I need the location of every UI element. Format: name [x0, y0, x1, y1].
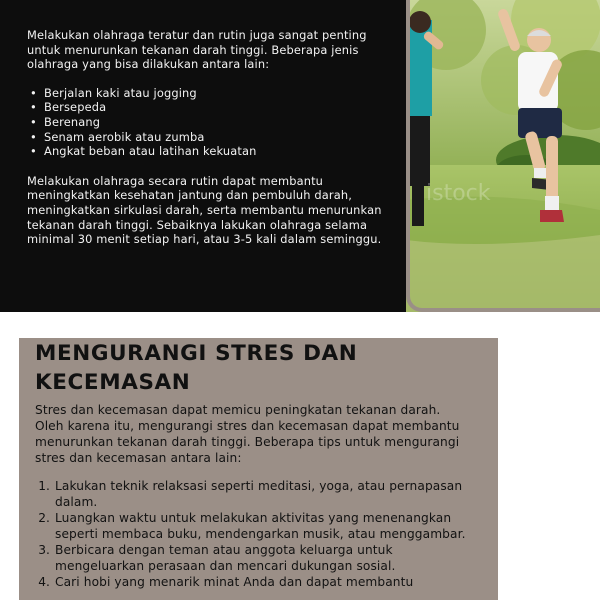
stress-tip: 3. Berbicara dengan teman atau anggota keluarga untuk mengeluarkan perasaan dan mencari dukungan sosial.: [54, 542, 474, 574]
exercise-item: • Berenang: [44, 115, 386, 130]
exercise-panel: [0, 0, 406, 312]
stress-tip: 1. Lakukan teknik relaksasi seperti meditasi, yoga, atau pernapasan dalam.: [54, 478, 474, 510]
stress-tip: 2. Luangkan waktu untuk melakukan aktivitas yang menenangkan seperti membaca buku, mendengarkan musik, atau menggambar.: [54, 510, 474, 542]
photo-illustration: [406, 0, 600, 312]
exercise-item: • Angkat beban atau latihan kekuatan: [44, 144, 386, 159]
elderly-exercise-photo: [406, 0, 600, 312]
exercise-item: • Berjalan kaki atau jogging: [44, 86, 386, 101]
exercise-item: • Bersepeda: [44, 100, 386, 115]
exercise-item: • Senam aerobik atau zumba: [44, 130, 386, 145]
svg-text:istock: istock: [426, 181, 491, 206]
exercise-list: [27, 86, 386, 159]
exercise-intro: Melakukan olahraga teratur dan rutin juga sangat penting untuk menurunkan tekanan darah tinggi. Beberapa jenis olahraga yang bisa dilakukan antara lain:: [27, 28, 367, 72]
stress-heading: MENGURANGI STRES DAN KECEMASAN: [35, 341, 358, 395]
stress-body: Stres dan kecemasan dapat memicu peningkatan tekanan darah. Oleh karena itu, mengurangi stres dan kecemasan dapat membantu menurunkan tekanan darah tinggi. Beberapa tips untuk mengurangi stres dan kecemasan antara lain:: [35, 403, 460, 465]
stress-tips-list: [35, 478, 474, 590]
stress-panel: [19, 338, 498, 600]
stress-tip: 4. Cari hobi yang menarik minat Anda dan dapat membantu: [54, 574, 474, 590]
exercise-conclusion: Melakukan olahraga secara rutin dapat membantu meningkatkan kesehatan jantung dan pembuluh darah, meningkatkan sirkulasi darah, serta membantu menurunkan tekanan darah tinggi. Sebaiknya lakukan olahraga selama minimal 30 menit setiap hari, atau 3-5 kali dalam seminggu.: [27, 173, 382, 247]
